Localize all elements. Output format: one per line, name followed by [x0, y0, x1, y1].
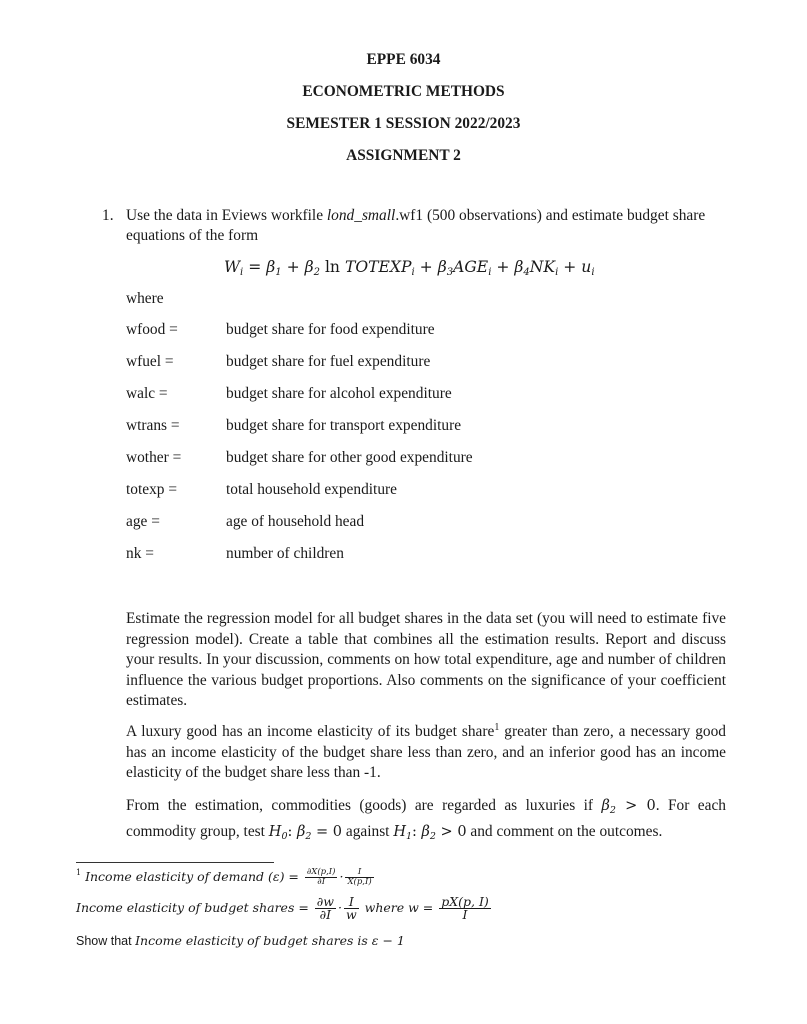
variable-description: budget share for food expenditure — [226, 321, 435, 338]
workfile-name: lond_small — [326, 207, 396, 224]
variable-description: budget share for transport expenditure — [226, 417, 462, 434]
document-header — [0, 44, 807, 172]
assignment-title: ASSIGNMENT 2 — [346, 147, 461, 164]
course-title: ECONOMETRIC METHODS — [302, 83, 505, 100]
paragraph-elasticity: A luxury good has an income elasticity of its budget share$^1$ greater than zero, a necessary good has an income elasticity of the budget share less than zero, and an inferior good has an income elasticity of the budget share less than -1. — [126, 722, 726, 781]
regression-equation: $W_i = \beta_1 + \beta_2$ $\ln TOTEXP_i + \beta_3AGE_i + \beta_4NK_i + u_i$ — [224, 258, 595, 278]
variable-name: wtrans = — [126, 417, 180, 434]
variable-name: wfuel = — [126, 353, 174, 370]
variable-name: age = — [126, 513, 160, 530]
intro-after: .wf1 (500 observations) and estimate budget share equations of the form — [126, 207, 706, 244]
paragraph-hypothesis: From the estimation, commodities (goods) are regarded as luxuries if $\beta_2 > 0$. For each commodity group, test $H_0$: $\beta_2 = 0$ against $H_1$: $\beta_2 > 0$ and comment on the outcomes. — [126, 797, 726, 842]
footnote-demand-elasticity: $^1$ Income elasticity of demand (ε) = $\frac{\partial X(p,I)}{\partial I}$ · $\frac{I}{X(p,I)}$ — [76, 867, 372, 887]
paragraph-estimate: Estimate the regression model for all budget shares in the data set (you will need to estimate five regression model). Create a table that combines all the estimation results. Report and discuss your results. In your discussion, comments on how total expenditure, age and number of children influence the various budget proportions. Also comments on the significance of your coefficient estimates. — [126, 610, 726, 709]
semester-line: SEMESTER 1 SESSION 2022/2023 — [286, 115, 521, 132]
variable-name: totexp = — [126, 481, 177, 498]
variable-description: age of household head — [226, 513, 365, 530]
footnote-budget-share-elasticity: Income elasticity of budget shares = $\frac{\partial w}{\partial I}$ · $\frac{I}{w}$ where w = $\frac{pX(p, I)}{I}$ — [76, 894, 489, 922]
question-number: 1. — [102, 207, 114, 224]
intro-before: Use the data in Eviews workfile — [126, 207, 324, 224]
footnote-show-that: Show that Income elasticity of budget shares is ε − 1 — [76, 933, 405, 948]
where-label: where — [126, 290, 164, 307]
variable-description: total household expenditure — [226, 481, 397, 498]
variable-description: budget share for fuel expenditure — [226, 353, 431, 370]
footnote-reference: 1 — [494, 722, 500, 733]
variable-description: budget share for alcohol expenditure — [226, 385, 452, 402]
question-intro — [126, 206, 726, 246]
variable-name: wfood = — [126, 321, 178, 338]
variable-description: budget share for other good expenditure — [226, 449, 473, 466]
variable-description: number of children — [226, 545, 344, 562]
variable-name: walc = — [126, 385, 168, 402]
variable-name: wother = — [126, 449, 182, 466]
variable-name: nk = — [126, 545, 154, 562]
footnote-divider — [76, 862, 274, 863]
course-code: EPPE 6034 — [366, 51, 441, 68]
